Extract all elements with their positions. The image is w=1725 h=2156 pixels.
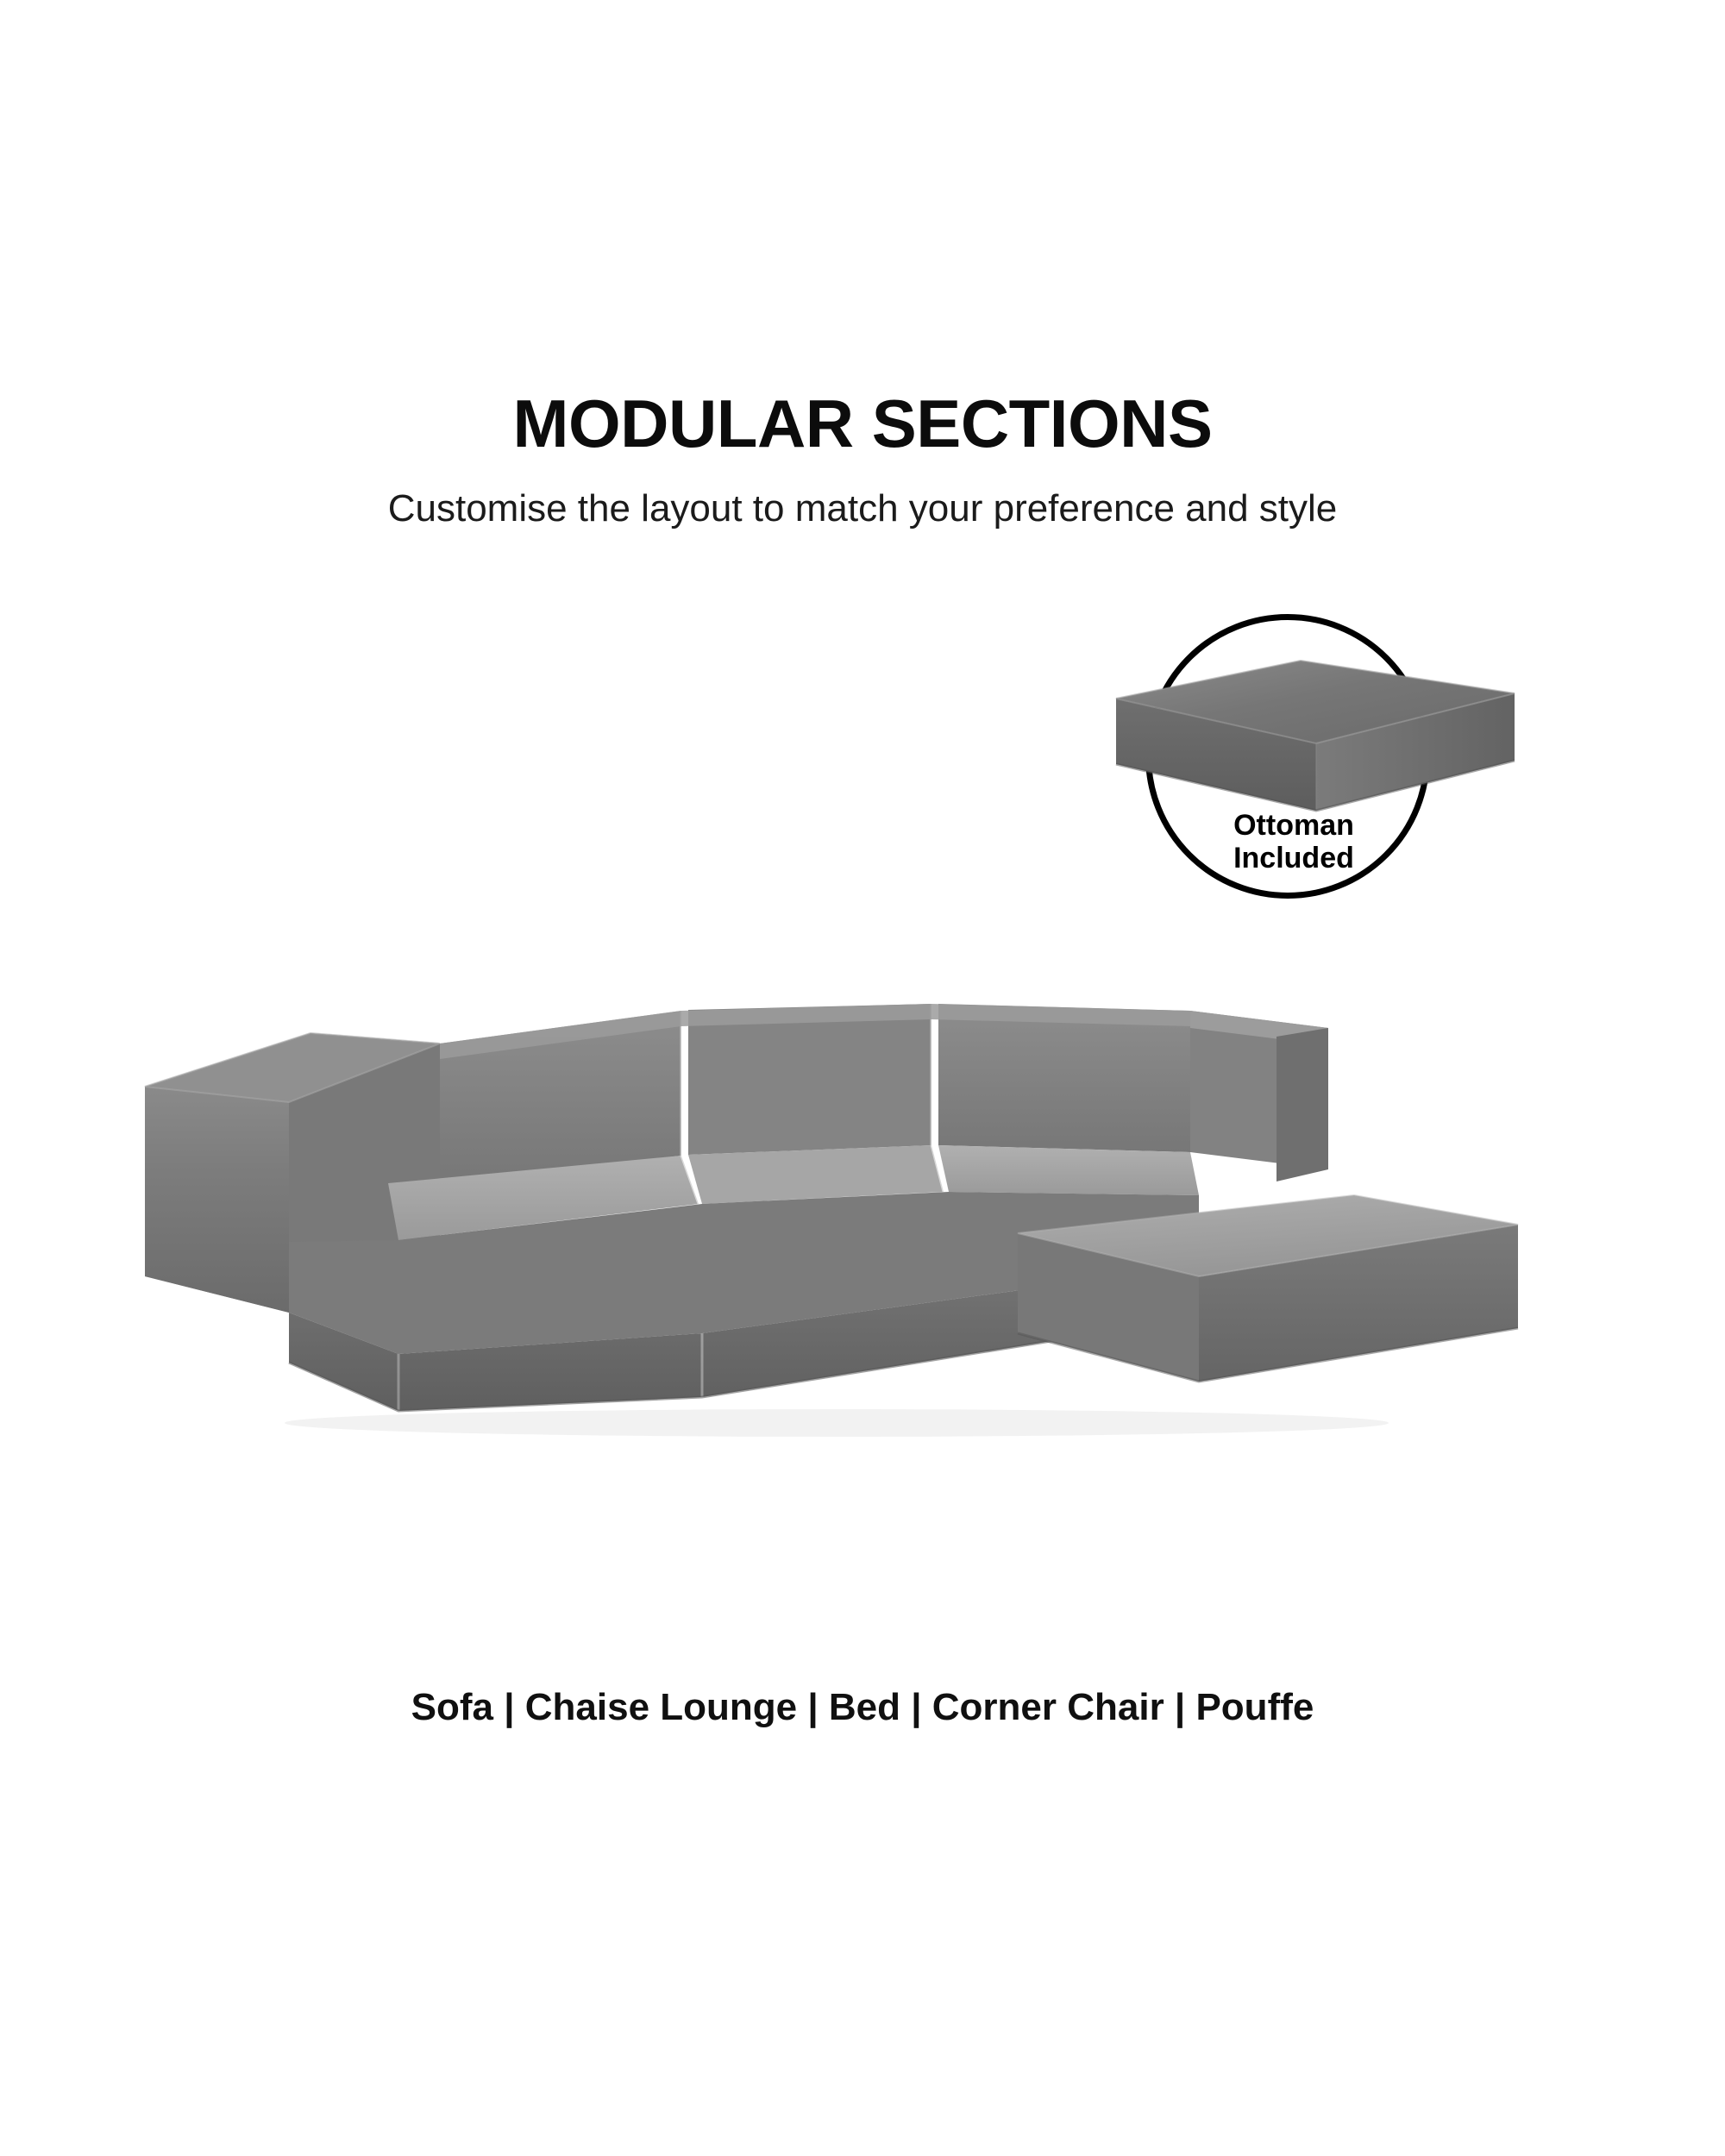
configurations-text: Sofa | Chaise Lounge | Bed | Corner Chair | Pouffe — [411, 1686, 1314, 1728]
ottoman-included-badge — [1130, 614, 1458, 976]
badge-label — [1130, 809, 1458, 874]
page-subtitle: Customise the layout to match your preference and style — [387, 487, 1338, 530]
floor-shadow — [285, 1409, 1389, 1437]
sectional-sofa-illustration — [129, 992, 1613, 1475]
page-title: MODULAR SECTIONS — [512, 385, 1213, 461]
footer — [0, 1686, 1725, 1729]
header — [0, 385, 1725, 532]
sofa-right-arm — [1190, 1011, 1328, 1181]
badge-label-line2: Included — [1233, 842, 1354, 875]
badge-label-line1: Ottoman — [1233, 809, 1354, 842]
